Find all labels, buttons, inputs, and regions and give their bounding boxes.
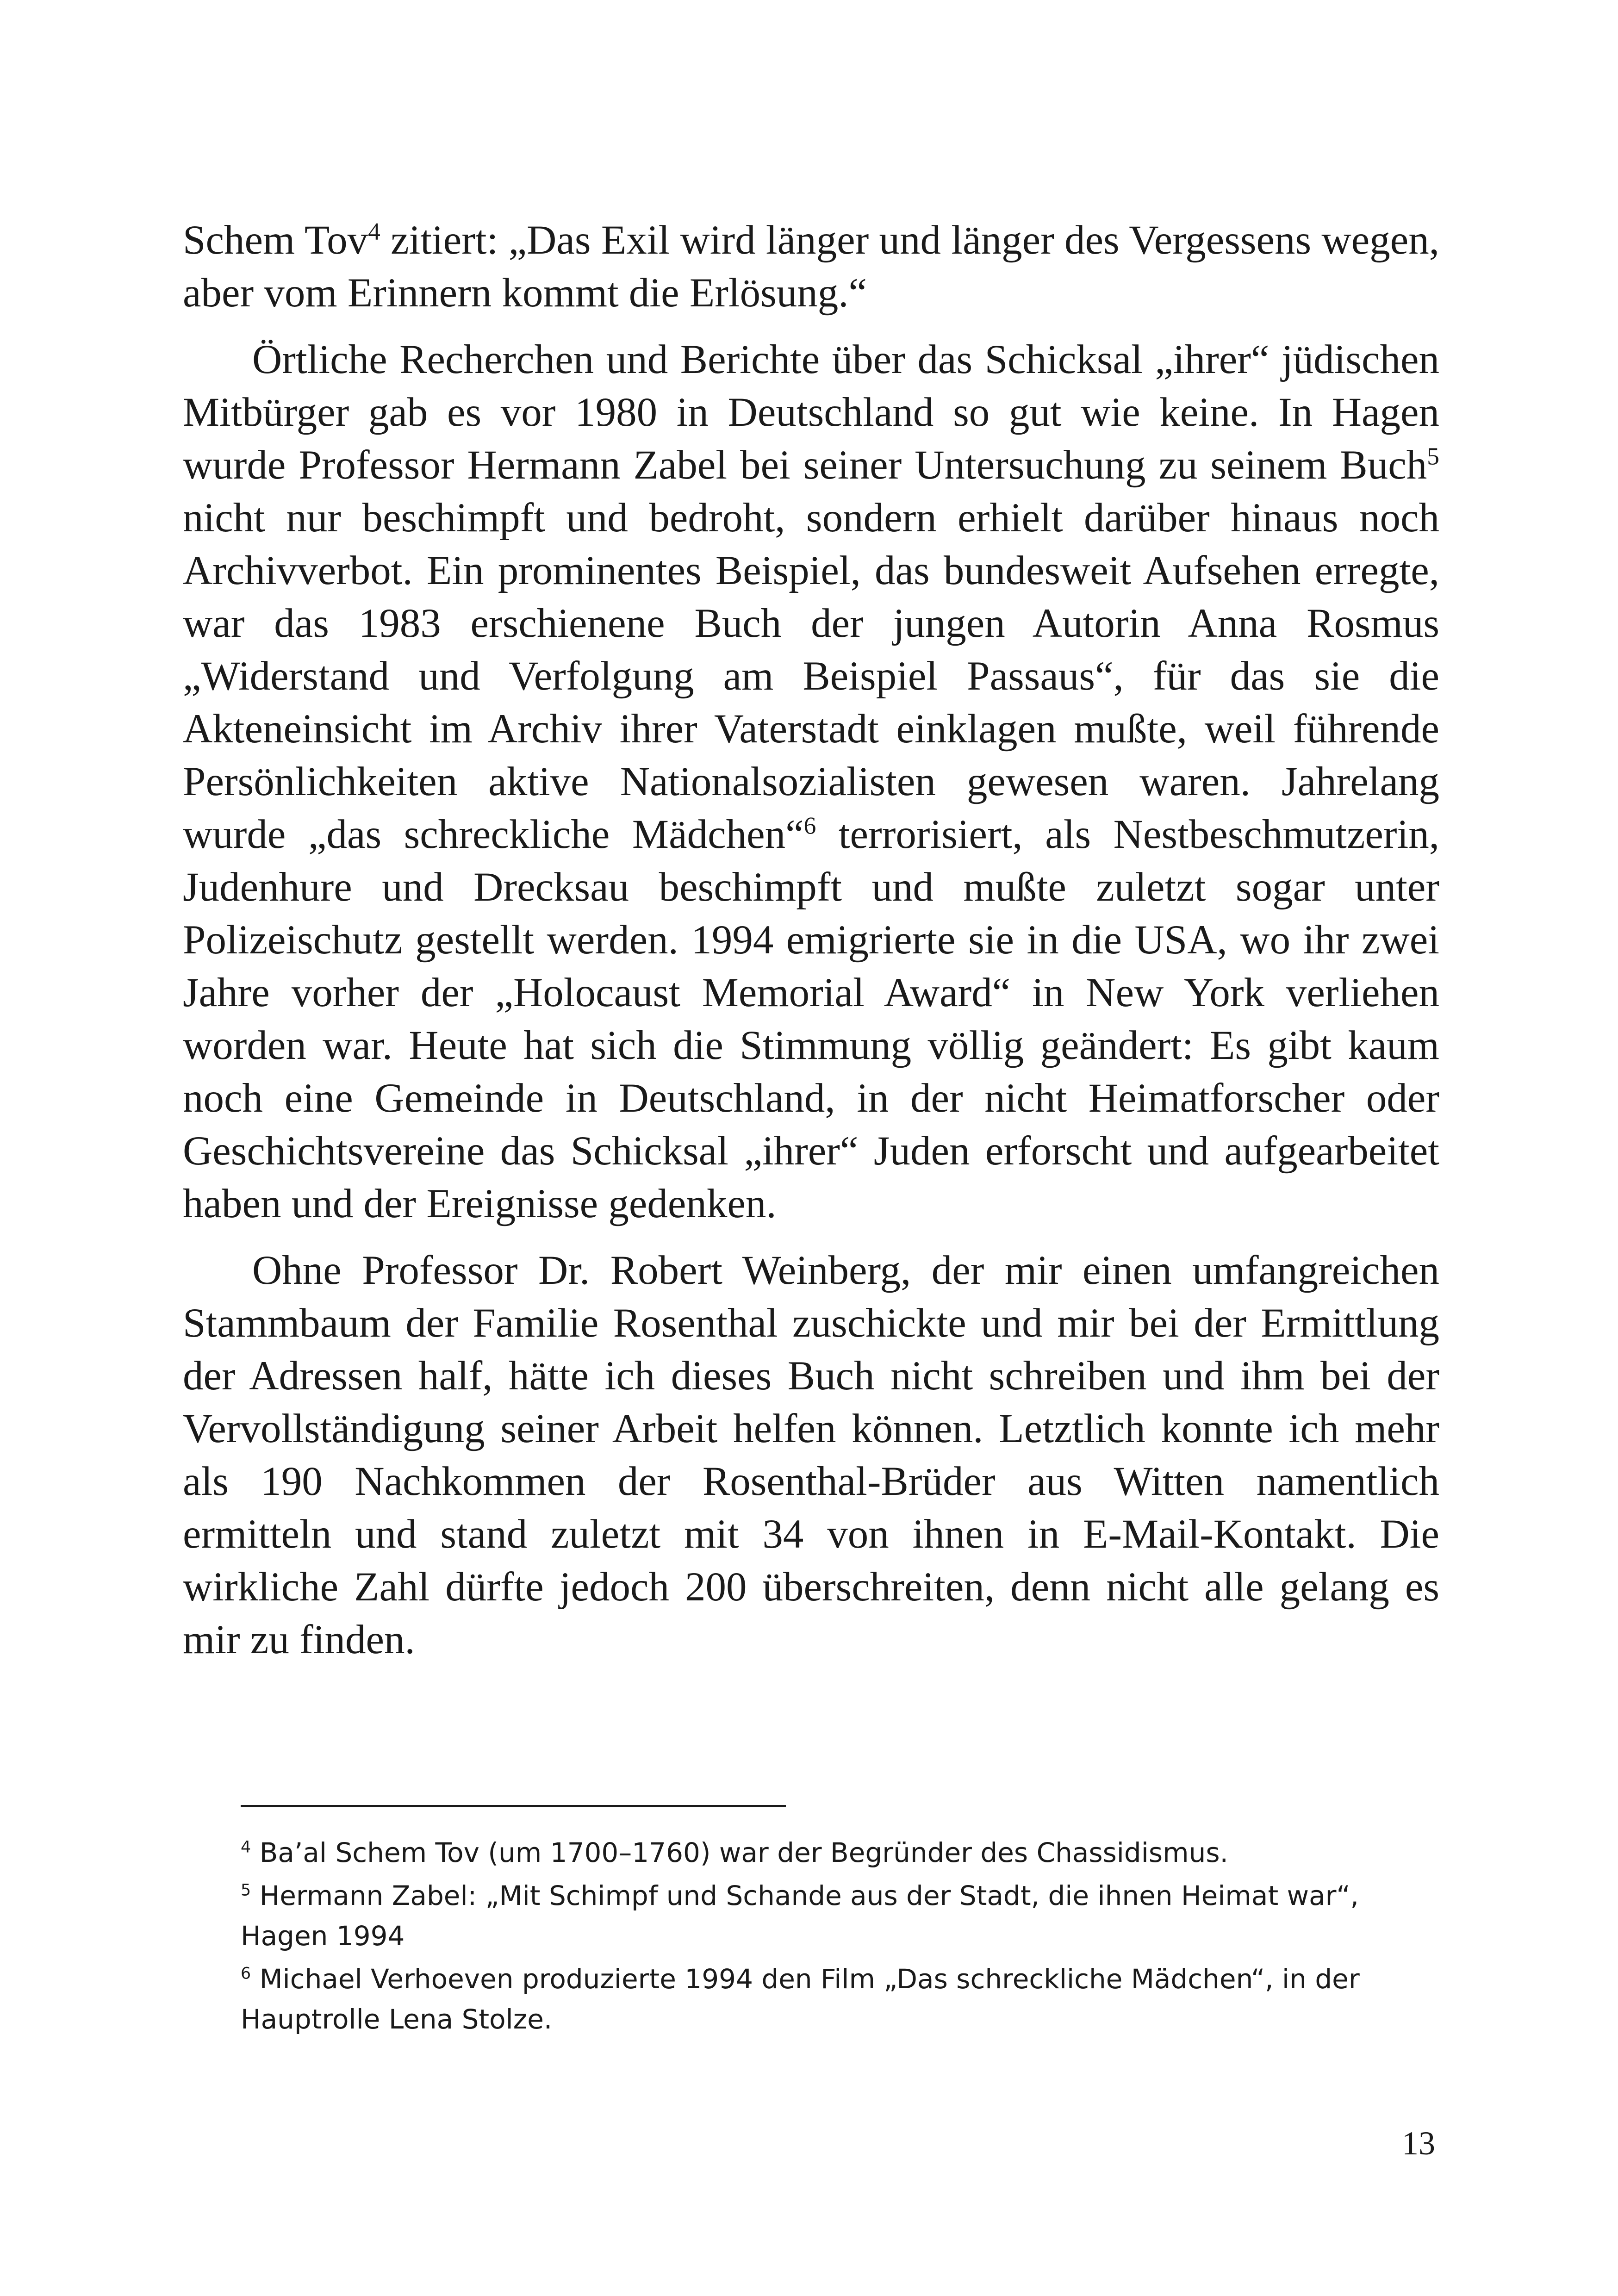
footnote-4: $^4$ Ba’al Schem Tov (um 1700–1760) war der Begründer des Chassidismus. xyxy=(241,1837,1228,1868)
footnote-ref-4: 4 xyxy=(368,217,380,245)
footnotes xyxy=(241,1833,1439,2042)
footnote-ref-5: 5 xyxy=(1427,442,1439,470)
paragraph-1: Schem Tov$^4$ zitiert: „Das Exil wird länger und länger des Vergessens wegen, aber vom Erinnern kommt die Erlösung.“ xyxy=(183,217,1440,316)
footnote-ref-6: 6 xyxy=(803,811,816,840)
footnote-5: $^5$ Hermann Zabel: „Mit Schimpf und Schande aus der Stadt, die ihnen Heimat war“, Hagen 1994 xyxy=(241,1880,1359,1952)
body-text xyxy=(183,214,1439,1666)
page-number: 13 xyxy=(1402,2125,1435,2162)
footnote-separator xyxy=(241,1805,786,1807)
paragraph-3: Ohne Professor Dr. Robert Weinberg, der mir einen umfangreichen Stammbaum der Familie Rosenthal zuschickte und mir bei der Ermittlung der Adressen half, hätte ich dieses Buch nicht schreiben und ihm bei der Vervollständigung seiner Arbeit helfen können. Letztlich konnte ich mehr als 190 Nachkommen der Rosenthal-Brüder aus Witten namentlich ermitteln und stand zuletzt mit 34 von ihnen in E-Mail-Kontakt. Die wirkliche Zahl dürfte jedoch 200 überschreiten, denn nicht alle gelang es mir zu finden. xyxy=(183,1248,1439,1662)
paragraph-2: Örtliche Recherchen und Berichte über das Schicksal „ihrer“ jüdischen Mitbürger gab es vor 1980 in Deutschland so gut wie keine. In Hagen wurde Professor Hermann Zabel bei seiner Untersuchung zu seinem Buch$^5$ nicht nur beschimpft und bedroht, sondern erhielt darüber hinaus noch Archivverbot. Ein prominentes Beispiel, das bundesweit Aufsehen erregte, war das 1983 erschienene Buch der jungen Autorin Anna Rosmus „Widerstand und Verfolgung am Beispiel Passaus“, für das sie die Akteneinsicht im Archiv ihrer Vaterstadt einklagen mußte, weil führende Persönlichkeiten aktive Nationalsozialisten gewesen waren. Jahrelang wurde „das schreckliche Mädchen“$^6$ terrorisiert, als Nestbeschmutzerin, Judenhure und Drecksau beschimpft und mußte zuletzt sogar unter Polizeischutz gestellt werden. 1994 emigrierte sie in die USA, wo ihr zwei Jahre vorher der „Holocaust Memorial Award“ in New York verliehen worden war. Heute hat sich die Stimmung völlig geändert: Es gibt kaum noch eine Gemeinde in Deutschland, in der nicht Heimatforscher oder Geschichtsvereine das Schicksal „ihrer“ Juden erforscht und aufgearbeitet haben und der Ereignisse gedenken. xyxy=(183,337,1439,1226)
footnote-6: $^6$ Michael Verhoeven produzierte 1994 den Film „Das schreckliche Mädchen“, in der Hauptrolle Lena Stolze. xyxy=(241,1963,1360,2035)
